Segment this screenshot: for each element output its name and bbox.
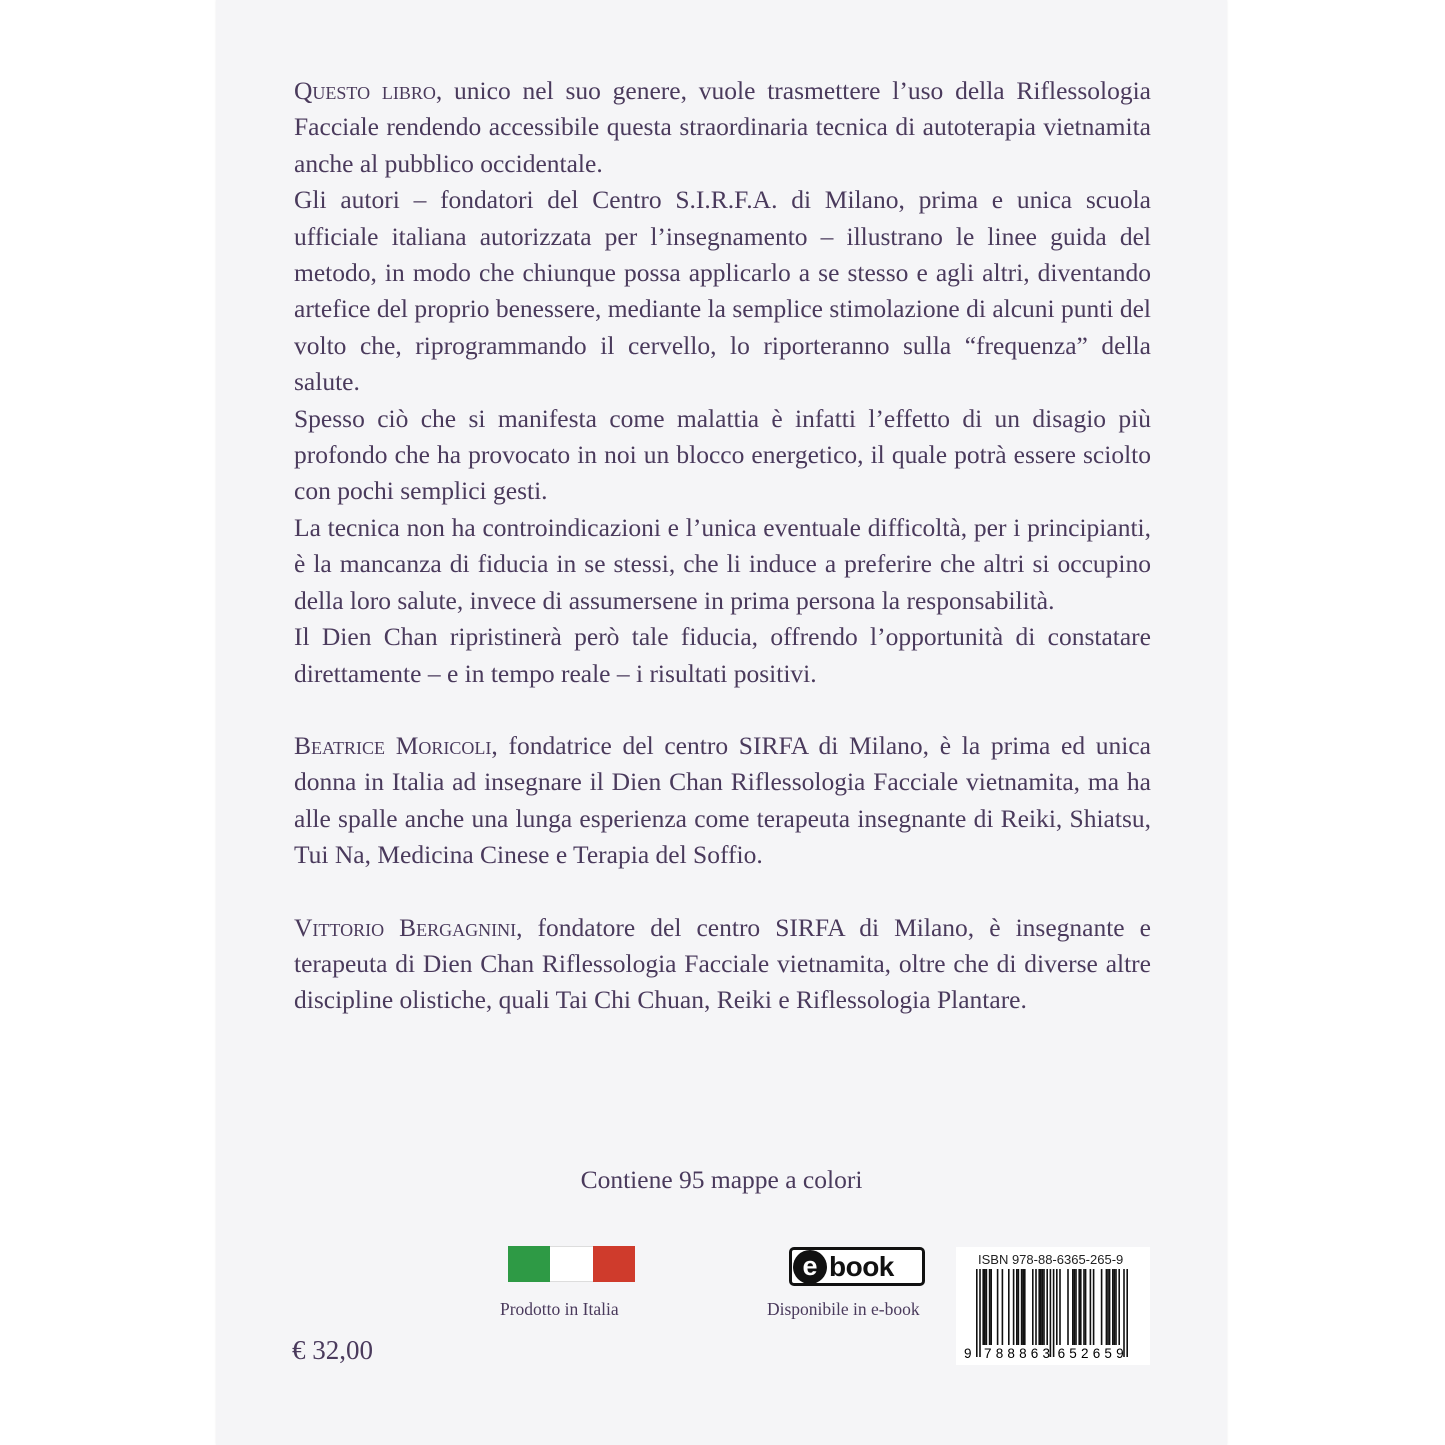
barcode-bar bbox=[1101, 1269, 1103, 1345]
barcode-bar bbox=[1112, 1269, 1114, 1345]
barcode-bar bbox=[1085, 1269, 1087, 1345]
barcode-bar bbox=[976, 1269, 978, 1357]
intro-body: , unico nel suo genere, vuole trasmettere l’uso della Riflessologia Facciale rendendo accessibile questa straordinaria tecnica di autoterapia vietnamita anche al pubblico occidentale. bbox=[294, 76, 1151, 178]
barcode-digit-first: 9 bbox=[964, 1346, 972, 1361]
barcode-bar bbox=[1123, 1269, 1125, 1357]
barcode-bar bbox=[1035, 1269, 1037, 1345]
barcode-bar bbox=[1021, 1269, 1023, 1345]
barcode-bar bbox=[989, 1269, 991, 1345]
barcode-bar bbox=[990, 1269, 992, 1345]
ebook-logo-icon bbox=[789, 1247, 925, 1286]
illness-paragraph: Spesso ciò che si manifesta come malattia è infatti l’effetto di un disagio più profondo che ha provocato in noi un blocco energetico, il quale potrà essere sciolto con pochi semplici gesti. bbox=[294, 403, 1151, 506]
barcode-bar bbox=[982, 1269, 984, 1345]
barcode-bar bbox=[1074, 1269, 1076, 1345]
barcode-bar bbox=[1078, 1269, 1080, 1345]
authors-paragraph: Gli autori – fondatori del Centro S.I.R.F.A. di Milano, prima e unica scuola ufficiale italiana autorizzata per l’insegnamento – illustrano le linee guida del metodo, in modo che chiunque possa applicarlo a se stesso e agli altri, diventando artefice del proprio benessere, mediante la semplice stimolazione di alcuni punti del volto che, riprogrammando il cervello, lo riporteranno sulla “frequenza” della salute. bbox=[294, 185, 1151, 397]
ebook-logo-e: e bbox=[793, 1250, 827, 1284]
barcode-bar bbox=[986, 1269, 988, 1345]
barcode-bar bbox=[1043, 1269, 1045, 1345]
barcode-digits-right: 652659 bbox=[1057, 1346, 1124, 1361]
author-bio-1 bbox=[294, 728, 1151, 874]
flag-caption: Prodotto in Italia bbox=[500, 1299, 619, 1319]
barcode-bar bbox=[1008, 1269, 1010, 1345]
barcode-icon bbox=[956, 1247, 1150, 1365]
barcode-bar bbox=[1032, 1269, 1034, 1345]
barcode-bar bbox=[1067, 1269, 1069, 1345]
price: € 32,00 bbox=[292, 1335, 373, 1365]
intro-lead: Questo libro bbox=[294, 76, 436, 105]
barcode-bar bbox=[1059, 1269, 1061, 1345]
barcode-bar bbox=[1018, 1269, 1020, 1345]
author-text-1: , fondatrice del centro SIRFA di Milano, è la prima ed unica donna in Italia ad insegnare il Dien Chan Riflessologia Facciale vietnamita, ma ha alle spalle anche una lunga esperienza come terapeuta insegnante di Reiki, Shiatsu, Tui Na, Medicina Cinese e Terapia del Soffio. bbox=[294, 730, 1152, 870]
barcode-bar bbox=[1109, 1269, 1111, 1345]
technique-paragraph: La tecnica non ha controindicazioni e l’unica eventuale difficoltà, per i principianti, è la mancanza di fiducia in se stessi, che li induce a preferire che altri si occupino della loro salute, invece di assumersene in prima persona la responsabilità. bbox=[294, 512, 1151, 615]
dien-chan-paragraph: Il Dien Chan ripristinerà però tale fiducia, offrendo l’opportunità di constatare direttamente – e in tempo reale – i risultati positivi. bbox=[294, 622, 1151, 688]
barcode-digits-left: 788863 bbox=[984, 1346, 1050, 1361]
barcode-bar bbox=[1024, 1269, 1026, 1345]
barcode-bar bbox=[979, 1269, 981, 1357]
barcode-bar bbox=[1042, 1269, 1044, 1345]
barcode-bar bbox=[997, 1269, 999, 1345]
barcode-bar bbox=[984, 1269, 986, 1345]
italian-flag-icon bbox=[508, 1246, 635, 1282]
author-name-2: Vittorio Bergagnini bbox=[294, 912, 517, 942]
intro-paragraph bbox=[294, 73, 1151, 182]
barcode-bar bbox=[1002, 1269, 1004, 1345]
author-text-2: , fondatore del centro SIRFA di Milano, è insegnante e terapeuta di Dien Chan Riflessologia Facciale vietnamita, oltre che di diverse altre discipline olistiche, quali Tai Chi Chuan, Reiki e Riflessologia Plantare. bbox=[294, 912, 1151, 1015]
barcode-bar bbox=[1046, 1269, 1048, 1345]
barcode-bar bbox=[1022, 1269, 1024, 1345]
barcode-bar bbox=[1107, 1269, 1109, 1345]
barcode-bar bbox=[1083, 1269, 1085, 1345]
barcode-bar bbox=[1056, 1269, 1058, 1345]
barcode-bar bbox=[1115, 1269, 1117, 1345]
barcode-bar bbox=[1106, 1269, 1108, 1345]
barcode-bar bbox=[1075, 1269, 1077, 1345]
barcode-bar bbox=[1080, 1269, 1082, 1345]
barcode-bar bbox=[1072, 1269, 1074, 1345]
barcode-bar bbox=[1050, 1269, 1052, 1357]
maps-note: Contiene 95 mappe a colori bbox=[580, 1165, 863, 1194]
barcode-bar bbox=[1093, 1269, 1095, 1345]
barcode-bar bbox=[1090, 1269, 1092, 1345]
barcode-bar bbox=[1114, 1269, 1116, 1345]
author-bio-2 bbox=[294, 910, 1151, 1019]
barcode-bar bbox=[1040, 1269, 1042, 1345]
isbn-barcode bbox=[956, 1247, 1150, 1365]
ebook-caption: Disponibile in e-book bbox=[767, 1299, 920, 1319]
barcode-bar bbox=[1118, 1269, 1120, 1345]
barcode-bar bbox=[1013, 1269, 1015, 1345]
barcode-bar bbox=[1016, 1269, 1018, 1345]
isbn-label: ISBN 978-88-6365-265-9 bbox=[978, 1252, 1124, 1267]
barcode-bar bbox=[1126, 1269, 1128, 1357]
back-cover-text bbox=[294, 73, 1151, 1019]
barcode-bar bbox=[1038, 1269, 1040, 1345]
ebook-logo-text: book bbox=[829, 1250, 894, 1282]
barcode-bar bbox=[1053, 1269, 1055, 1357]
author-name-1: Beatrice Moricoli bbox=[294, 730, 492, 760]
